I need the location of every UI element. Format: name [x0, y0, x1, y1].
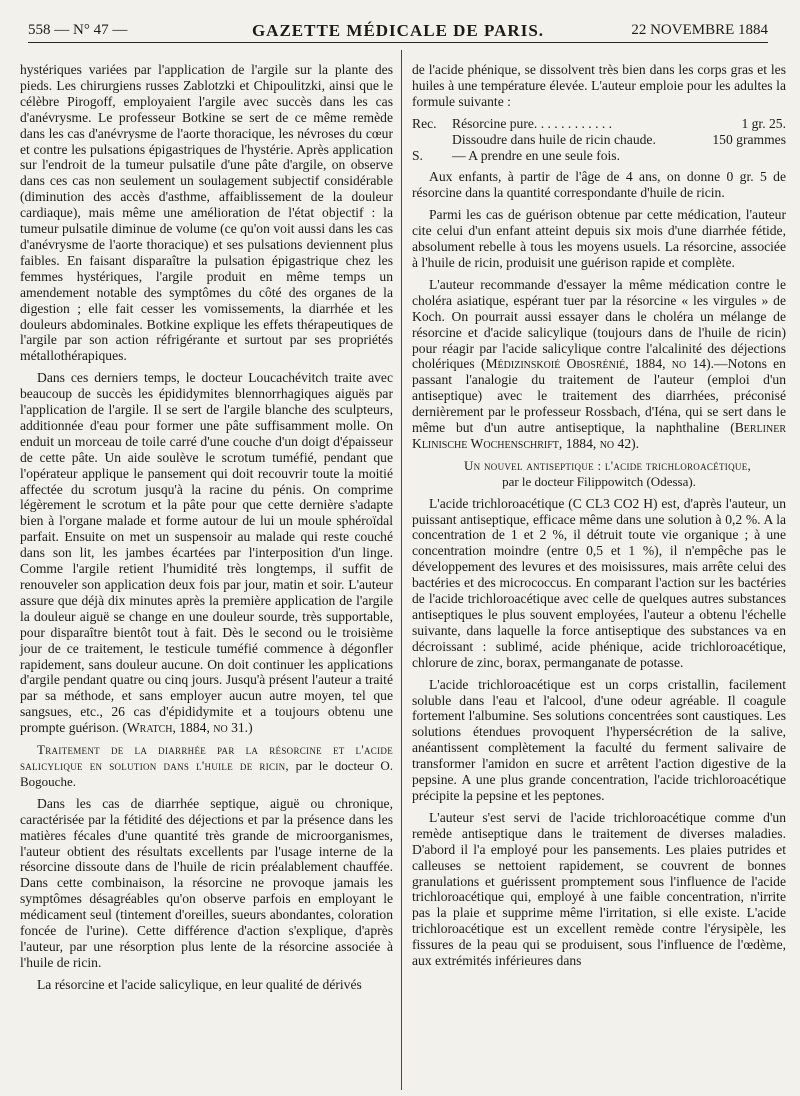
paragraph-text: —Notons en passant l'analogie du traitement de l'auteur (emploi d'un antiseptique) avec le traitement des diarrhées, préconisé dernièrement par le professeur Rossbach, d'Iéna, qui se sert dans le même but d'un autre antiseptique, la naphthaline	[412, 356, 786, 436]
formula-ingredient: Dissoudre dans huile de ricin chaude.	[452, 131, 656, 147]
right-column	[412, 62, 786, 975]
article-title: Un nouvel antiseptique : l'acide trichloroacétique,	[463, 457, 752, 473]
paragraph: L'acide trichloroacétique (C CL3 CO2 H) est, d'après l'auteur, un puissant antiseptique, efficace même dans une solution à 0,2 %. A la concentration de 1 et 2 %, il détruit toute vie organique ; à une concentration moindre (entre 0,5 et 1 %), il n'empêche pas le développement des levures et des moisissures, mais arrête celui des bactéries et des micrococcus. En comparant l'action sur les bactéries de l'acide trichloroacétique avec celle de quelques autres substances antiseptiques le plus souvent employées, l'auteur a obtenu l'échelle suivante, dans laquelle la force antiseptique des substances va en décroissant : sublimé, acide phénique, acide trichloroacétique, chlorure de zinc, borax, permanganate de potasse.	[412, 495, 786, 670]
reference: (Berliner Klinische Wochenschrift, 1884, no 42).	[412, 420, 787, 451]
article-title: Traitement de la diarrhée par la résorcine et l'acide salicylique en solution dans l'huile de ricin,	[20, 742, 393, 773]
reference: (Médizinskoié Obosrénié, 1884, no 14).	[480, 356, 715, 372]
article-author: par le docteur Filippowitch (Odessa).	[502, 473, 696, 489]
paragraph-text: L'auteur recommande d'essayer la même médication contre le choléra asiatique, espérant tuer par la résorcine « les virgules » de Koch. On pourrait aussi essayer dans le choléra un mélange de résorcine et d'acide salicylique (toujours dans de l'huile de ricin) pour réagir par l'acide salicylique contre l'alcalinité des déjections cholériques	[412, 276, 786, 372]
issue-date: 22 NOVEMBRE 1884	[631, 22, 768, 38]
formula-dose: 150 grammes	[712, 131, 786, 147]
paragraph-text: Dans ces derniers temps, le docteur Loucachévitch traite avec beaucoup de succès les épididymites blennorrhagiques aiguës par l'application de l'argile. Il se sert de l'argile blanche des sculpteurs, additionnée d'eau pour former une pâte suffisamment molle. On enduit un morceau de toile carré d'une couche d'un doigt d'épaisseur de cette pâte. Un aide soulève le scrotum tuméfié, pendant que l'opérateur applique le pansement qui doit recouvrir toute la moitié affectée du scrotum jusqu'à la racine du pénis. On comprime légèrement le scrotum et la pâte pour que cette dernière s'adapte bien à l'organe malade et forme autour de lui un moule sphéroïdal parfait. Ensuite on met un suspensoir au malade qui reste couché dans son lit, les jambes écartées par l'interposition d'un linge. Comme l'argile retient l'humidité très longtemps, il suffit de renouveler son application deux fois par jour, matin et soir. L'auteur assure que déjà dix minutes après la première application de l'argile la douleur aiguë se change en une douleur sourde, très supportable, pour disparaître bientôt tout à fait. Dès le second ou le troisième jour de ce traitement, le testicule tuméfié commence à dégonfler rapidement, sans douleur aucune. On doit continuer les applications d'argile pendant quatre ou cinq jours. Jusqu'à présent l'auteur a traité par sa méthode, et sans employer aucun autre moyen, tel que sangsues, etc., 26 cas d'épididymite et a toujours obtenu une prompte guérison.	[20, 370, 393, 736]
paragraph	[412, 277, 786, 452]
page-header	[28, 18, 768, 43]
paragraph: Parmi les cas de guérison obtenue par cette médication, l'auteur cite celui d'un enfant atteint depuis six mois d'une diarrhée fétide, absolument rebelle à tous les moyens usuels. La résorcine, associée à l'huile de ricin, produisit une guérison rapide et complète.	[412, 207, 786, 270]
paragraph: hystériques variées par l'application de l'argile sur la plante des pieds. Les chirurgiens russes Zablotzki et Chipoulitzki, ainsi que le célèbre Pirogoff, employaient l'argile avec succès dans les cas d'anévrysme. Le professeur Botkine se sert de ce même remède dans les cas d'anévrysme de l'aorte thoracique, les névroses du cœur et contre les pulsations épigastriques de l'hystérie. Après application sur l'endroit de la tumeur pulsatile d'une pâte d'argile, on observe dans ces cas non seulement un soulagement subjectif considérable (diminution des accès d'asthme, affaiblissement de la douleur cardiaque), mais même une amélioration de l'état objectif : la tumeur pulsatile diminue de volume (ce qu'on voit aussi dans les cas d'anévrysme de l'aorte thoracique) et ses pulsations deviennent plus faibles. En faisant disparaître la pulsation épigastrique chez les femmes hystériques, l'argile produit en même temps un amendement notable des symptômes du côté des organes de la digestion ; elle fait cesser les vomissements, la diarrhée et les douleurs abdominales. Botkine explique les effets thérapeutiques de l'argile par son action réfrigérante et surtout par ses propriétés métallothérapiques.	[20, 62, 393, 364]
paragraph	[20, 370, 393, 736]
article-author: par le docteur O. Bogouche.	[20, 757, 393, 789]
formula-ingredient: Résorcine pure. . . . . . . . . . . .	[452, 115, 613, 131]
page-number: 558 — N° 47 —	[28, 22, 128, 38]
article-heading	[412, 458, 786, 490]
journal-title: GAZETTE MÉDICALE DE PARIS.	[251, 21, 545, 40]
formula-instruction: — A prendre en une seule fois.	[452, 147, 620, 163]
formula-label: S.	[412, 147, 423, 163]
prescription-formula	[412, 116, 786, 164]
paragraph: L'auteur s'est servi de l'acide trichloroacétique comme d'un remède antiseptique dans le traitement de diverses maladies. D'abord il l'a employé pour les pansements. Les plaies putrides et calleuses se nettoient rapidement, se couvrent de bonnes granulations et guérissent promptement sous l'influence de l'acide trichloroacétique qui, employé à une faible concentration, n'irrite pas la plaie et supprime même l'irritation, si elle existe. L'acide trichloroacétique est un excellent remède contre l'érysipèle, les fissures de la peau qui se produisent, sous l'influence de l'œdème, aux extrémités inférieures dans	[412, 809, 786, 969]
article-heading	[20, 742, 393, 790]
paragraph: Dans les cas de diarrhée septique, aiguë ou chronique, caractérisée par la fétidité des déjections et par la présence dans les matières fécales d'une quantité très grande de microorganismes, l'auteur obtient des résultats excellents par l'usage interne de la résorcine dissoute dans de l'huile de ricin préalablement chauffée. Dans cette combinaison, la résorcine ne provoque jamais les symptômes désagréables qu'on observe parfois en employant le médicament seul (tintement d'oreilles, sueurs abondantes, coloration foncée de l'urine). Cette différence d'action s'explique, d'après l'auteur, par une résorption plus lente de la résorcine associée à l'huile de ricin.	[20, 795, 393, 970]
column-divider	[401, 50, 402, 1090]
paragraph: La résorcine et l'acide salicylique, en leur qualité de dérivés	[37, 976, 362, 992]
reference: (Wratch, 1884, no 31.)	[122, 720, 253, 736]
formula-label: Rec.	[412, 115, 437, 131]
formula-row	[412, 132, 786, 148]
formula-row	[412, 148, 786, 164]
paragraph: de l'acide phénique, se dissolvent très bien dans les corps gras et les huiles à une température élevée. L'auteur emploie pour les adultes la formule suivante :	[412, 62, 786, 109]
formula-dose: 1 gr. 25.	[741, 115, 786, 131]
left-column	[20, 62, 393, 999]
formula-row	[412, 116, 786, 132]
paragraph: Aux enfants, à partir de l'âge de 4 ans, on donne 0 gr. 5 de résorcine dans la quantité correspondante d'huile de ricin.	[412, 169, 786, 201]
paragraph: L'acide trichloroacétique est un corps cristallin, facilement soluble dans l'eau et l'alcool, d'une odeur agréable. Il coagule fortement l'albumine. Ses solutions concentrées sont caustiques. Les solutions étendues provoquent l'hypersécrétion de la salive, anéantissent complètement la faculté du ferment salivaire de transformer l'amidon en sucre et arrêtent l'action digestive de la pepsine. A une plus grande concentration, l'acide trichloroacétique précipite la pepsine et les peptones.	[412, 676, 786, 803]
